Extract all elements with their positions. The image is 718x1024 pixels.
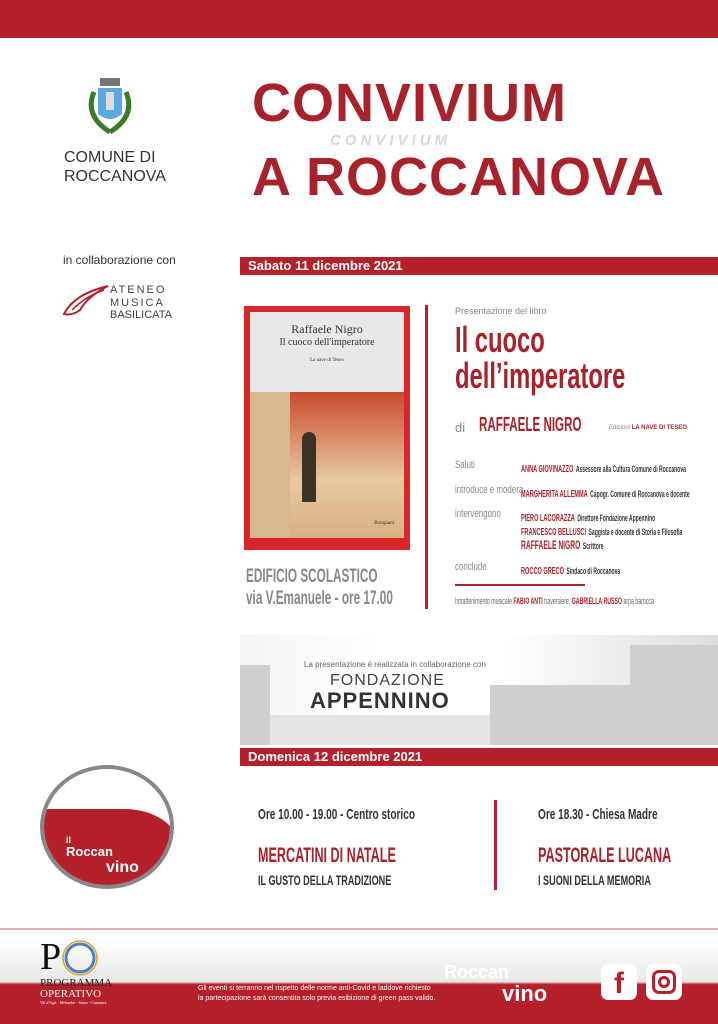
role-conclude: conclude (455, 561, 487, 573)
logo-rocca: Roccan (66, 844, 113, 859)
event-title: PASTORALE LUCANA (538, 844, 672, 867)
person-desc: Saggista e docente di Storia e Filosofia (588, 527, 683, 537)
role-intervengono: intervengono (455, 508, 501, 520)
covid-notice-1: Gli eventi si terranno nel rispetto delle norme anti-Covid e laddove richiesto (198, 985, 431, 992)
author-name: RAFFAELE NIGRO (479, 414, 582, 436)
comune-line1: COMUNE DI (64, 149, 156, 166)
date-bar-day1 (240, 257, 718, 275)
intro-label: Presentazione del libro (455, 306, 547, 316)
comune-line2: ROCCANOVA (64, 168, 166, 185)
roccanovino-logo (40, 765, 174, 889)
person-name: ROCCO GRECO (521, 566, 564, 577)
po-line3: Val d'Agri - Melandro - Sauro - Camastra (40, 1000, 107, 1005)
covid-notice-2: la partecipazione sarà consentita solo previa esibizione di green pass valido. (198, 995, 436, 1002)
book-title-1: Il cuoco (455, 319, 545, 360)
facebook-icon[interactable]: f (601, 964, 637, 1000)
po-logo-icon (62, 940, 102, 980)
book-title-2: dell’imperatore (455, 355, 626, 396)
divider (455, 584, 585, 586)
collab-label: in collaborazione con (63, 253, 176, 267)
date-day2: Domenica 12 dicembre 2021 (248, 749, 423, 764)
logo-rocca: Roccan (444, 962, 510, 982)
logo-vino: vino (502, 981, 548, 1006)
person-name: FRANCESCO BELLUSCI (521, 527, 587, 538)
top-bar (0, 0, 718, 38)
fondazione-note: La presentazione è realizzata in collaborazione con (304, 660, 486, 669)
person-desc: Direttore Fondazione Appennino (577, 513, 656, 523)
logo-vino: vino (106, 859, 139, 876)
title-line2: A ROCCANOVA (252, 147, 665, 207)
address: via V.Emanuele - ore 17.00 (246, 588, 393, 609)
ateneo-line1: ATENEO (110, 284, 167, 296)
title-watermark: CONVIVIUM (330, 132, 452, 149)
musician-desc: traversiere, (544, 596, 571, 606)
ateneo-line3: BASILICATA (110, 309, 172, 321)
musician-name: FABIO ANTI (513, 596, 543, 606)
title-line1: CONVIVIUM (252, 73, 568, 133)
divider-vertical (494, 800, 497, 890)
event-time: Ore 10.00 - 19.00 - Centro storico (258, 806, 415, 823)
fondazione-line2: APPENNINO (310, 688, 450, 713)
venue: EDIFICIO SCOLASTICO (246, 566, 378, 587)
musician-name: GABRIELLA RUSSO (571, 596, 623, 606)
ateneo-wing-icon (62, 284, 110, 320)
comune-crest-icon (84, 78, 136, 142)
logo-il: il (66, 835, 72, 845)
cover-title: Il cuoco dell'imperatore (279, 337, 375, 348)
fondazione-line1: FONDAZIONE (330, 672, 445, 689)
po-logo-letter: P (40, 936, 62, 978)
event-subtitle: IL GUSTO DELLA TRADIZIONE (258, 872, 392, 888)
cover-imprint: Bompiani (374, 521, 394, 526)
person-desc: Scrittore (582, 541, 604, 551)
music-label: Intrattenimento musicale (455, 596, 512, 606)
person-name: MARGHERITA ALLEMMA (521, 489, 588, 500)
divider-vertical (425, 305, 428, 609)
person-name: ANNA GIOVINAZZO (521, 464, 574, 475)
event-time: Ore 18.30 - Chiesa Madre (538, 806, 658, 823)
po-line1: PROGRAMMA (40, 977, 113, 989)
edizioni-label: Edizioni (609, 425, 631, 431)
date-bar-day2 (240, 748, 718, 766)
instagram-icon[interactable] (646, 964, 682, 1000)
event-subtitle: I SUONI DELLA MEMORIA (538, 872, 651, 888)
date-day1: Sabato 11 dicembre 2021 (248, 258, 403, 273)
di-label: di (455, 420, 466, 435)
musician-desc: arpa barocca (623, 596, 654, 606)
role-saluti: Saluti (455, 459, 475, 471)
book-cover (244, 306, 410, 550)
person-desc: Sindaco di Roccanova (566, 566, 621, 576)
role-modera: introduce e modera (455, 484, 524, 496)
ateneo-line2: MUSICA (110, 296, 165, 309)
event-title: MERCATINI DI NATALE (258, 844, 396, 867)
person-desc: Assessore alla Cultura Comune di Roccanova (575, 464, 686, 474)
footer-roccanovino-logo (444, 962, 584, 1006)
person-name: PIERO LACORAZZA (521, 513, 575, 524)
cover-author: Raffaele Nigro (291, 322, 363, 336)
person-name: RAFFAELE NIGRO (521, 538, 581, 552)
music-credit (455, 596, 654, 606)
edizioni-name: LA NAVE DI TESEO (631, 425, 688, 431)
po-line2: OPERATIVO (40, 988, 102, 1000)
cover-publisher: La nave di Teseo (310, 358, 344, 363)
person-desc: Capogr. Comune di Roccanova e docente (590, 489, 690, 499)
